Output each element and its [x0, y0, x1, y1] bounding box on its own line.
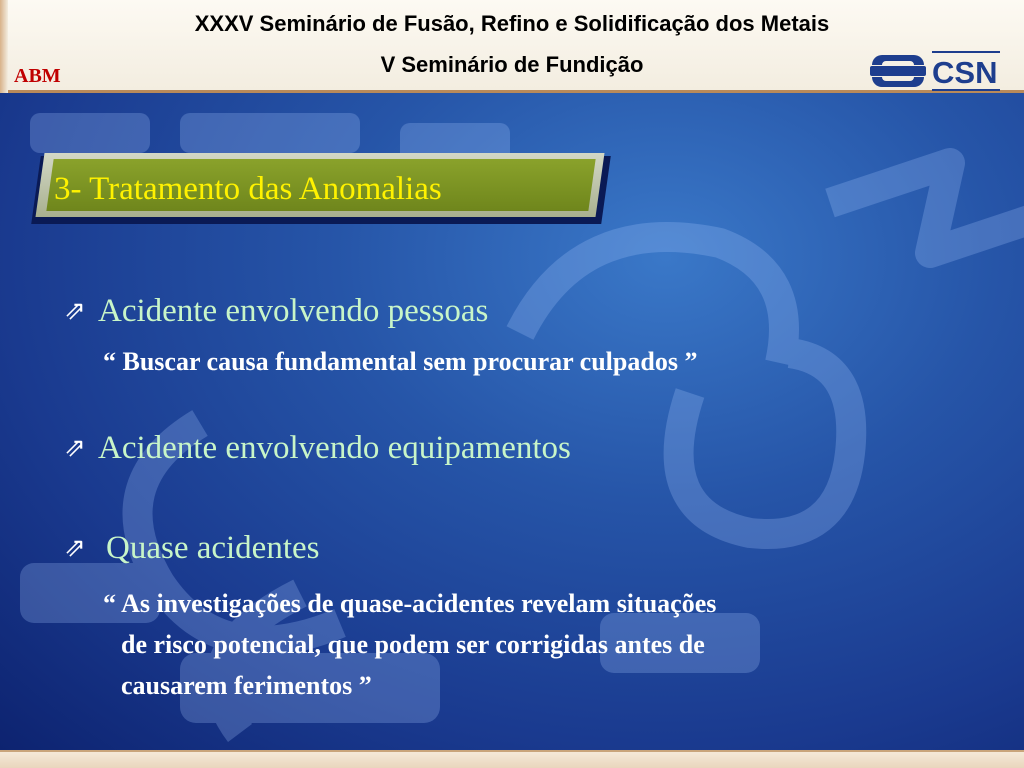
csn-logo-text: CSN: [932, 55, 998, 90]
bullet-item: [64, 430, 571, 467]
arrow-icon: ⇗: [64, 296, 86, 325]
section-title: 3- Tratamento das Anomalias: [54, 171, 442, 207]
seminar-title: XXXV Seminário de Fusão, Refino e Solidificação dos Metais: [194, 11, 830, 36]
bullet-quote: “ Buscar causa fundamental sem procurar culpados ”: [103, 347, 698, 376]
bullet-text: Acidente envolvendo equipamentos: [98, 430, 571, 466]
bullet-text: Quase acidentes: [106, 530, 320, 566]
abm-badge: ABM: [14, 65, 61, 87]
arrow-icon: ⇗: [64, 533, 86, 562]
bullet-item: [64, 293, 488, 330]
slide-header: [0, 0, 1024, 93]
bullet-text: Acidente envolvendo pessoas: [98, 293, 489, 329]
slide-footer: [0, 750, 1024, 768]
bullet-quote-line: de risco potencial, que podem ser corrigidas antes de: [121, 630, 705, 659]
seminar-subtitle: V Seminário de Fundição: [380, 52, 644, 77]
bullet-item: [64, 530, 320, 567]
bullet-quote-line: “ As investigações de quase-acidentes revelam situações: [103, 589, 717, 618]
bullet-quote-line: causarem ferimentos ”: [121, 671, 372, 700]
arrow-icon: ⇗: [64, 433, 86, 462]
